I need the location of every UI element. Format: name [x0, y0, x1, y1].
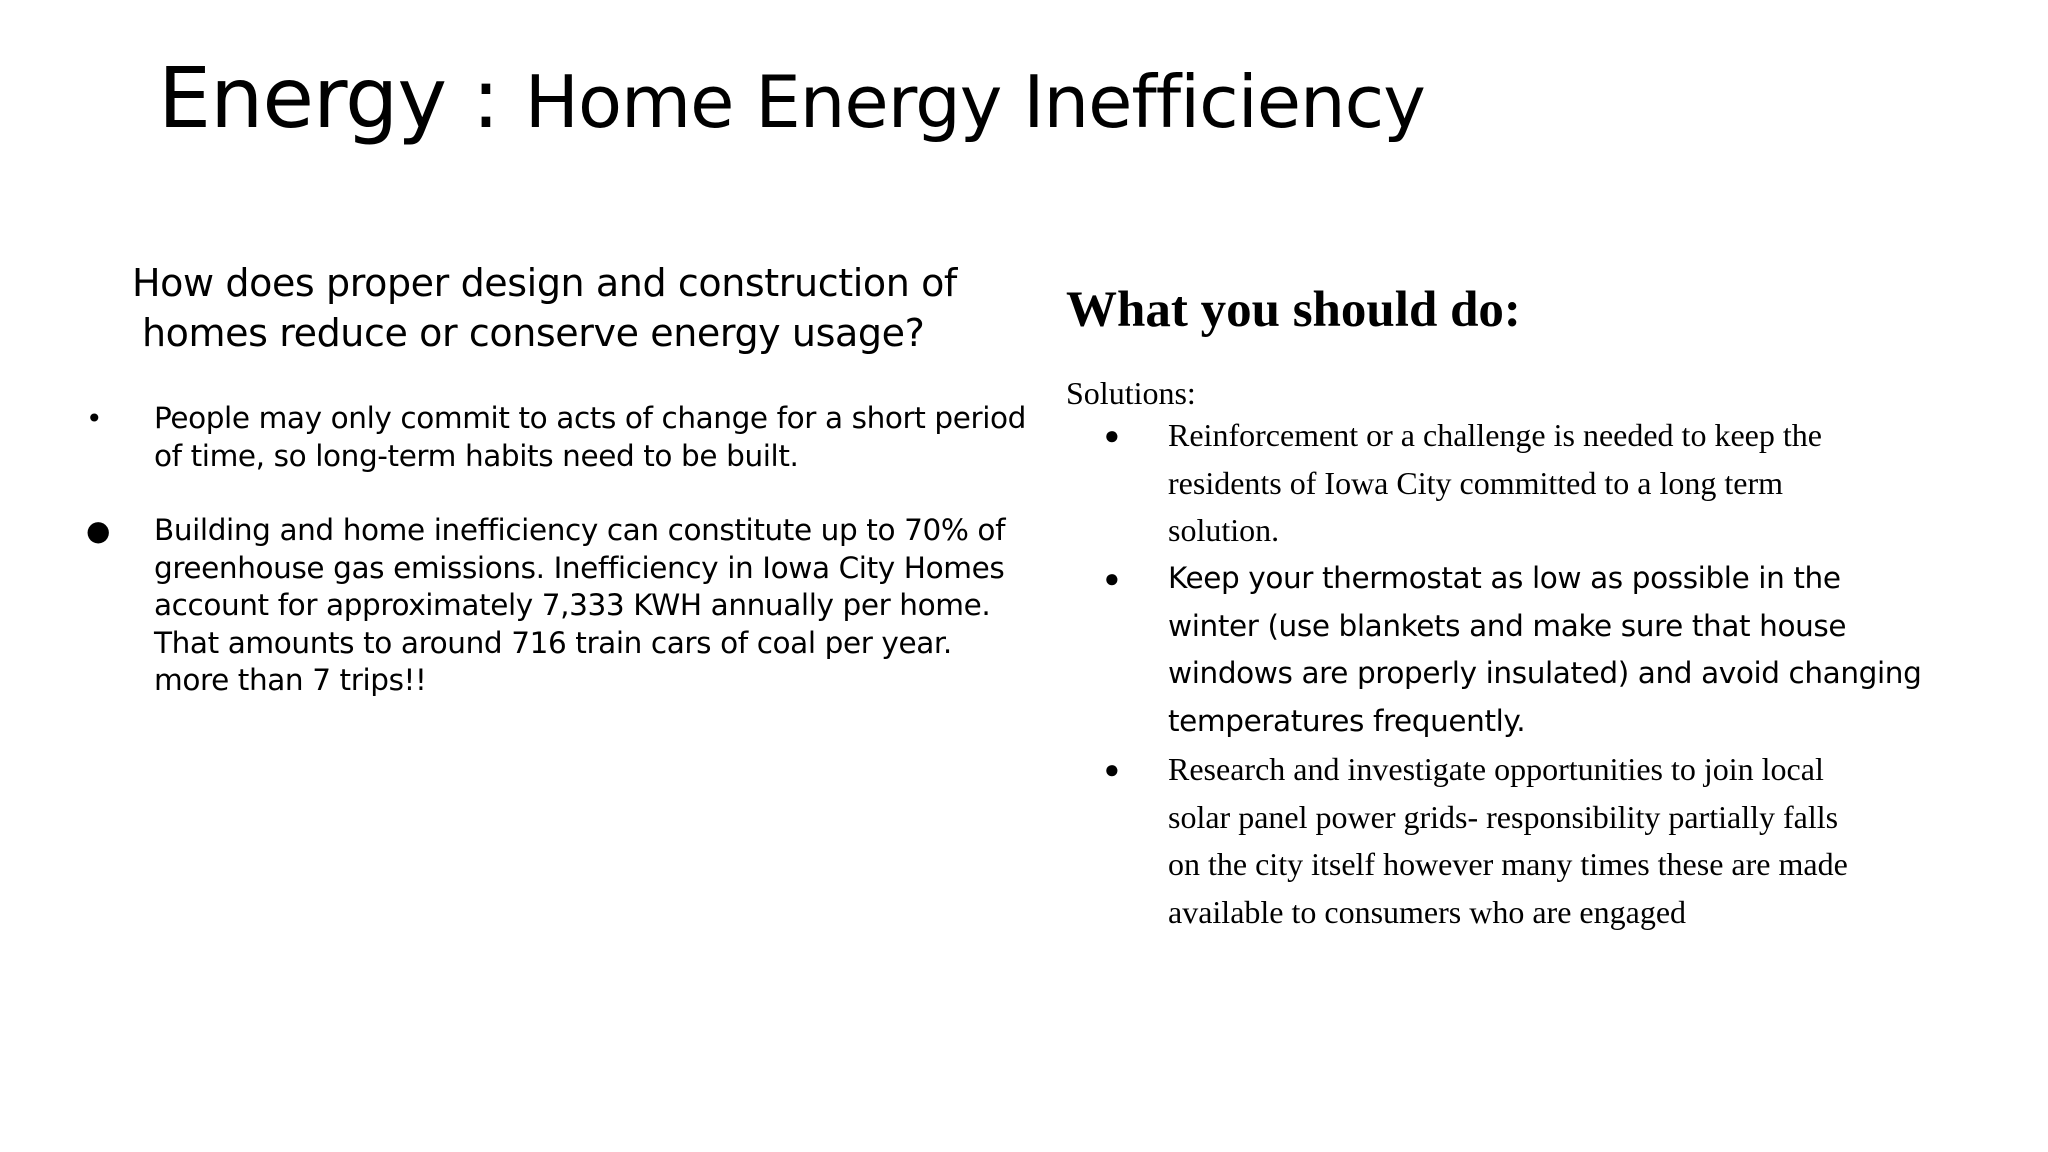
question-line: homes reduce or conserve energy usage? [142, 311, 925, 355]
solution-text [1168, 746, 2028, 937]
bullet-line: of time, so long-term habits need to be built. [154, 438, 799, 473]
question-line: How does proper design and construction of [132, 261, 957, 305]
solution-line: residents of Iowa City committed to a long term [1168, 464, 1783, 501]
bullet-line: more than 7 trips!! [154, 663, 427, 697]
solution-line: Reinforcement or a challenge is needed to keep the [1168, 417, 1822, 453]
solutions-label: Solutions: [1066, 375, 1196, 411]
section-heading: What you should do: [1066, 282, 1521, 338]
slide-title-main: Energy [158, 49, 447, 147]
solution-text [1168, 555, 2028, 746]
solution-line: winter (use blankets and make sure that house [1168, 608, 1847, 643]
solution-line: Research and investigate opportunities to join local [1168, 751, 1824, 787]
bullet-marker: ● [1104, 564, 1120, 593]
solution-line: Keep your thermostat as low as possible in the [1168, 561, 1841, 595]
bullet-marker: • [86, 402, 103, 435]
solution-line: windows are properly insulated) and avoid changing [1168, 656, 1922, 691]
solution-line: available to consumers who are engaged [1168, 894, 1687, 931]
bullet-line: account for approximately 7,333 KWH annually per home. [154, 588, 991, 622]
bullet-marker: ● [1104, 755, 1120, 784]
bullet-line: Building and home inefficiency can constitute up to 70% of [154, 513, 1006, 547]
question-heading [132, 258, 1012, 358]
bullet-text [154, 512, 1034, 700]
bullet-line: greenhouse gas emissions. Inefficiency in Iowa City Homes [154, 550, 1005, 585]
slide-title [158, 49, 1425, 147]
solution-line: temperatures frequently. [1168, 704, 1526, 739]
solution-line: on the city itself however many times these are made [1168, 846, 1848, 883]
slide-title-separator: : [446, 49, 525, 147]
bullet-line: People may only commit to acts of change for a short period [154, 401, 1027, 435]
bullet-marker: ● [1104, 421, 1120, 450]
solution-text [1168, 412, 2028, 555]
solution-line: solution. [1168, 512, 1280, 549]
solution-line: solar panel power grids- responsibility partially falls [1168, 798, 1839, 835]
bullet-line: That amounts to around 716 train cars of coal per year. [154, 625, 952, 660]
slide-title-subtitle: Home Energy Inefficiency [524, 60, 1425, 144]
bullet-text [154, 400, 1034, 475]
bullet-marker: ● [86, 514, 111, 547]
